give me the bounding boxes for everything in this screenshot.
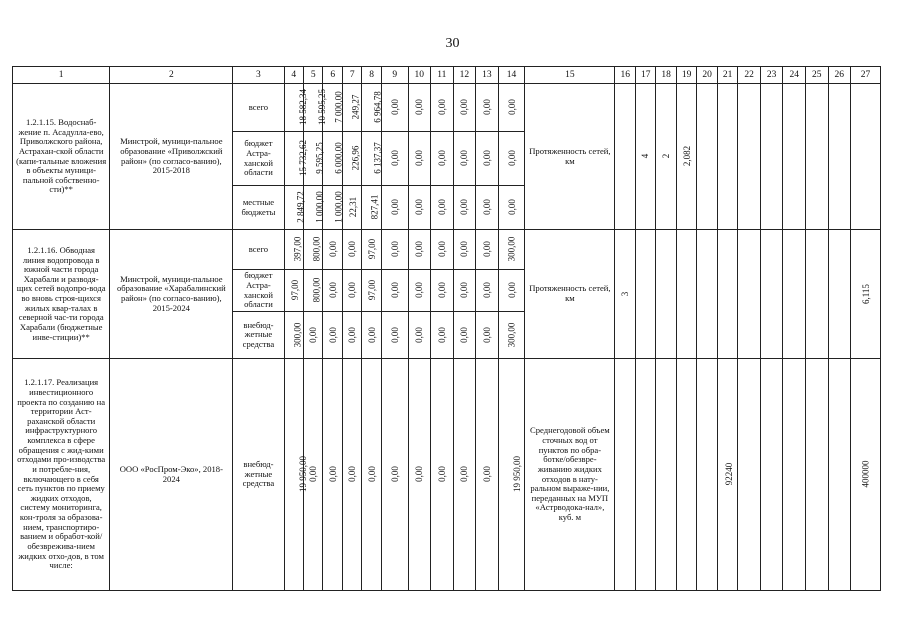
value-cell: 0,00 (498, 84, 525, 132)
col-header: 5 (304, 67, 323, 84)
value-cell: 7 000,00 (323, 84, 342, 132)
target-cell: 400000 (851, 359, 881, 591)
col-header: 21 (717, 67, 737, 84)
value-cell: 97,00 (362, 270, 381, 312)
col-header: 3 (233, 67, 284, 84)
value-cell: 800,00 (304, 270, 323, 312)
source-label: всего (233, 84, 284, 132)
executor: Минстрой, муници-пальное образование «Приволжский район» (по согласо-ванию), 2015-2018 (110, 84, 233, 230)
target-cell (697, 230, 717, 359)
value-cell: 2 849,72 (284, 186, 303, 230)
target-cell (738, 84, 761, 230)
value-cell: 397,00 (284, 230, 303, 270)
col-header: 7 (342, 67, 361, 84)
col-header: 10 (408, 67, 431, 84)
table-row (13, 359, 881, 591)
table-row (13, 84, 881, 132)
value-cell: 0,00 (323, 312, 342, 359)
measure-name: 1.2.1.15. Водоснаб-жение п. Асадулла-ево, Приволжского района, Астрахан-ской области (капи-тальные вложения в объекты муници-пальной собственно-сти)** (13, 84, 110, 230)
target-cell (828, 230, 851, 359)
col-header: 24 (783, 67, 806, 84)
col-header: 17 (635, 67, 655, 84)
col-header: 23 (760, 67, 783, 84)
target-cell (760, 359, 783, 591)
col-header: 12 (453, 67, 476, 84)
value-cell: 0,00 (408, 312, 431, 359)
value-cell: 1 000,00 (323, 186, 342, 230)
value-cell: 0,00 (476, 132, 499, 186)
value-cell: 0,00 (498, 186, 525, 230)
value-cell: 0,00 (408, 132, 431, 186)
value-cell: 19 950,00 (284, 359, 303, 591)
source-label: внебюд-жетные средства (233, 312, 284, 359)
col-header: 25 (805, 67, 828, 84)
value-cell: 0,00 (408, 230, 431, 270)
value-cell: 0,00 (408, 359, 431, 591)
col-header: 27 (851, 67, 881, 84)
target-cell (783, 359, 806, 591)
value-cell: 0,00 (453, 270, 476, 312)
target-cell (717, 84, 737, 230)
col-header: 2 (110, 67, 233, 84)
col-header: 20 (697, 67, 717, 84)
value-cell: 800,00 (304, 230, 323, 270)
value-cell: 97,00 (362, 230, 381, 270)
value-cell: 0,00 (498, 132, 525, 186)
target-cell (760, 230, 783, 359)
value-cell: 0,00 (476, 230, 499, 270)
source-label: бюджет Астра-ханской области (233, 270, 284, 312)
target-cell: 3 (615, 230, 635, 359)
value-cell: 827,41 (362, 186, 381, 230)
value-cell: 0,00 (431, 186, 454, 230)
program-table (12, 66, 881, 591)
target-cell (738, 359, 761, 591)
col-header: 16 (615, 67, 635, 84)
col-header: 26 (828, 67, 851, 84)
value-cell: 15 732,62 (284, 132, 303, 186)
value-cell: 0,00 (381, 84, 408, 132)
value-cell: 19 950,00 (498, 359, 525, 591)
value-cell: 0,00 (453, 84, 476, 132)
value-cell: 0,00 (476, 359, 499, 591)
target-cell (635, 359, 655, 591)
value-cell: 97,00 (284, 270, 303, 312)
value-cell: 1 000,00 (304, 186, 323, 230)
col-header: 9 (381, 67, 408, 84)
value-cell: 0,00 (342, 312, 361, 359)
value-cell: 6 137,37 (362, 132, 381, 186)
col-header: 13 (476, 67, 499, 84)
executor: Минстрой, муници-пальное образование «Харабалинский район» (по согласо-ванию), 2015-2024 (110, 230, 233, 359)
target-cell: 2 (656, 84, 676, 230)
target-cell (615, 84, 635, 230)
page-number: 30 (445, 36, 460, 51)
target-cell (615, 359, 635, 591)
indicator-name: Протяженность сетей, км (525, 84, 615, 230)
value-cell: 0,00 (381, 230, 408, 270)
value-cell: 226,96 (342, 132, 361, 186)
value-cell: 0,00 (476, 186, 499, 230)
value-cell: 0,00 (381, 186, 408, 230)
executor: ООО «РосПром-Эко», 2018-2024 (110, 359, 233, 591)
value-cell: 0,00 (408, 186, 431, 230)
value-cell: 0,00 (342, 270, 361, 312)
col-header: 15 (525, 67, 615, 84)
target-cell (828, 359, 851, 591)
col-header: 4 (284, 67, 303, 84)
target-cell (635, 230, 655, 359)
target-cell: 2,082 (676, 84, 696, 230)
value-cell: 6 000,00 (323, 132, 342, 186)
target-cell (828, 84, 851, 230)
value-cell: 0,00 (304, 359, 323, 591)
value-cell: 0,00 (381, 359, 408, 591)
value-cell: 0,00 (476, 312, 499, 359)
measure-name: 1.2.1.17. Реализация инвестиционного проекта по созданию на территории Аст-раханской области инфраструктурного комплекса в сфере обращения с жид-кими отходами про-изводства и потребле-ния, включающего в себя сеть пунктов по приему жидких отходов, систему мониторинга, кон-троля за образова-нием, транспортиро-ванием и обработ-кой/обезврежива-нием жидких отхо-дов, в том числе: (13, 359, 110, 591)
value-cell: 0,00 (323, 270, 342, 312)
value-cell: 0,00 (323, 230, 342, 270)
value-cell: 300,00 (284, 312, 303, 359)
target-cell (656, 230, 676, 359)
target-cell (697, 359, 717, 591)
source-label: внебюд-жетные средства (233, 359, 284, 591)
col-header: 22 (738, 67, 761, 84)
value-cell: 0,00 (381, 270, 408, 312)
target-cell (783, 84, 806, 230)
col-header: 11 (431, 67, 454, 84)
target-cell (697, 84, 717, 230)
source-label: бюджет Астра-ханской области (233, 132, 284, 186)
target-cell: 4 (635, 84, 655, 230)
value-cell: 0,00 (323, 359, 342, 591)
header-row (13, 67, 881, 84)
value-cell: 0,00 (476, 84, 499, 132)
target-cell (805, 359, 828, 591)
measure-name: 1.2.1.16. Обводная линия водопровода в южной части города Харабали и разводя-щих сетей водопро-вода во вновь строя-щихся жилых квар-талах в северной час-ти города Харабали (бюджетные инве-стиции)** (13, 230, 110, 359)
col-header: 18 (656, 67, 676, 84)
source-label: местные бюджеты (233, 186, 284, 230)
col-header: 19 (676, 67, 696, 84)
value-cell: 0,00 (431, 230, 454, 270)
target-cell (851, 84, 881, 230)
indicator-name: Среднегодовой объем сточных вод от пунктов по обра-ботке/обезвре-живанию жидких отходов в нату-ральном выраже-нии, переданных на МУП «Астрводока-нал», куб. м (525, 359, 615, 591)
target-cell (717, 230, 737, 359)
target-cell (805, 230, 828, 359)
target-cell (738, 230, 761, 359)
value-cell: 300,00 (498, 312, 525, 359)
source-label: всего (233, 230, 284, 270)
value-cell: 0,00 (453, 132, 476, 186)
value-cell: 0,00 (431, 312, 454, 359)
value-cell: 0,00 (381, 132, 408, 186)
value-cell: 0,00 (431, 132, 454, 186)
value-cell: 9 595,25 (304, 132, 323, 186)
value-cell: 0,00 (431, 270, 454, 312)
value-cell: 0,00 (362, 312, 381, 359)
value-cell: 0,00 (362, 359, 381, 591)
value-cell: 0,00 (408, 84, 431, 132)
indicator-name: Протяженность сетей, км (525, 230, 615, 359)
value-cell: 0,00 (431, 359, 454, 591)
value-cell: 0,00 (453, 186, 476, 230)
value-cell: 0,00 (408, 270, 431, 312)
target-cell (760, 84, 783, 230)
target-cell (676, 359, 696, 591)
value-cell: 0,00 (453, 359, 476, 591)
value-cell: 22,31 (342, 186, 361, 230)
value-cell: 300,00 (498, 230, 525, 270)
value-cell: 0,00 (453, 230, 476, 270)
value-cell: 18 582,34 (284, 84, 303, 132)
value-cell: 0,00 (498, 270, 525, 312)
value-cell: 0,00 (304, 312, 323, 359)
col-header: 14 (498, 67, 525, 84)
value-cell: 10 595,25 (304, 84, 323, 132)
value-cell: 0,00 (431, 84, 454, 132)
value-cell: 0,00 (342, 230, 361, 270)
value-cell: 0,00 (381, 312, 408, 359)
target-cell (783, 230, 806, 359)
col-header: 8 (362, 67, 381, 84)
target-cell: 92240 (717, 359, 737, 591)
value-cell: 249,27 (342, 84, 361, 132)
value-cell: 0,00 (342, 359, 361, 591)
col-header: 1 (13, 67, 110, 84)
target-cell: 6,115 (851, 230, 881, 359)
target-cell (805, 84, 828, 230)
target-cell (676, 230, 696, 359)
value-cell: 0,00 (476, 270, 499, 312)
value-cell: 6 964,78 (362, 84, 381, 132)
col-header: 6 (323, 67, 342, 84)
target-cell (656, 359, 676, 591)
table-row (13, 230, 881, 270)
value-cell: 0,00 (453, 312, 476, 359)
